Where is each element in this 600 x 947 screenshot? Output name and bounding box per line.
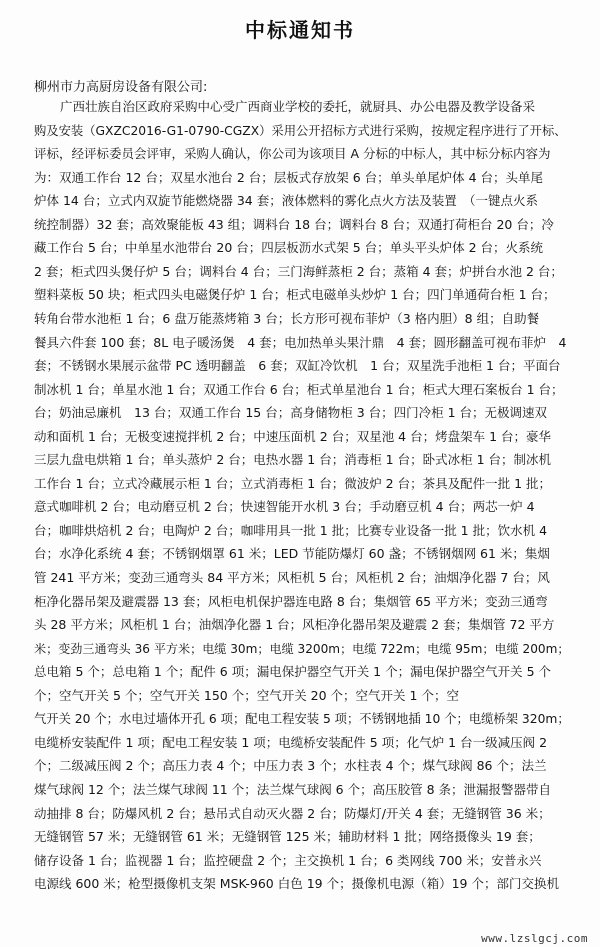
body-line: 米；变劲三通弯头 36 平方米；电缆 30m；电缆 3200m；电缆 722m；电缆 95m；电缆 200m； — [34, 641, 570, 656]
body-line: 为：双通工作台 12 台；双星水池台 2 台；层板式存放架 6 台；单头单尾炉体 4 台；头单尾 — [34, 169, 544, 185]
body-line: 评标，经评标委员会评审，采购人确认，你公司为该项目 A 分标的中标人，其中标分标内容为 — [34, 146, 551, 162]
body-line: 藏工作台 5 台；中单星水池带台 20 台；四层板沥水式架 5 台；单头平头炉体 2 台；火系统 — [34, 240, 544, 256]
body-line: 炉体 14 台；立式内双旋节能燃烧器 34 套；液体燃料的雾化点火方法及装置 （一键点火系 — [34, 193, 538, 209]
body-line: 三层九盘电烘箱 1 台；单头蒸炉 2 台；电热水器 1 台；消毒柜 1 台；卧式冰柜 1 台；制冰机 — [34, 452, 551, 468]
body-line: 无缝钢管 57 米；无缝钢管 61 米；无缝钢管 125 米；辅助材料 1 批；网络摄像头 19 套； — [34, 829, 541, 845]
body-line: 2 套；柜式四头煲仔炉 5 台；调料台 4 台；三门海鲜蒸柜 2 台；蒸箱 4 套；炉拼台水池 2 台； — [34, 263, 563, 279]
body-line: 转角台带水池柜 1 台；6 盘万能蒸烤箱 3 台；长方形可视布菲炉（3 格内胆）8 组；自助餐 — [34, 310, 540, 326]
body-line: 套；不锈钢水果展示盆带 PC 透明翻盖 6 套；双缸冷饮机 1 台；双星洗手池柜 1 台；平面台 — [34, 358, 561, 374]
body-line: 塑料菜板 50 块；柜式四头电磁煲仔炉 1 台；柜式电磁单头炒炉 1 台；四门单通荷台柜 1 台； — [34, 287, 556, 303]
body-line: 统控制器）32 套；高效聚能板 43 组；调料台 18 台；调料台 8 台；双通打荷柜台 20 台；冷 — [34, 216, 554, 232]
body-line: 电源线 600 米；枪型摄像机支架 MSK-960 白色 19 个；摄像机电源（箱）19 个；部门交换机 — [34, 876, 559, 892]
body-line: 台；咖啡烘焙机 2 台；电陶炉 2 台；咖啡用具一批 1 批；比赛专业设备一批 1 批；饮水机 4 — [34, 522, 548, 538]
body-line: 意式咖啡机 2 台；电动磨豆机 2 台；快速智能开水机 3 台；手动磨豆机 4 台；两芯一炉 4 — [34, 499, 535, 515]
body-line: 台；水净化系统 4 套；不锈钢烟罩 61 米；LED 节能防爆灯 60 盏；不锈钢烟网 61 米；集烟 — [34, 546, 550, 562]
body-line: 台；奶油忌廉机 13 台；双通工作台 15 台；高身储物柜 3 台；四门冷柜 1 台；无极调速双 — [34, 405, 548, 421]
body-line: 电缆桥安装配件 1 项；配电工程安装 1 项；电缆桥安装配件 5 项；化气炉 1 台一级减压阀 2 — [34, 734, 548, 750]
body-line: 管 241 平方米；变劲三通弯头 84 平方米；风柜机 5 台；风柜机 2 台；油烟净化器 7 台；风 — [34, 570, 550, 585]
body-line: 煤气球阀 12 个；法兰煤气球阀 11 个；法兰煤气球阀 6 个；高压胶管 8 条；泄漏报警器带自 — [34, 781, 552, 797]
site-watermark: www.lzslgcj.com — [481, 932, 588, 945]
salutation: 柳州市力高厨房设备有限公司: — [34, 80, 208, 95]
body-line: 总电箱 5 个；总电箱 1 个；配件 6 项；漏电保护器空气开关 1 个；漏电保护器空气开关 5 个 — [34, 664, 551, 680]
body-line: 柜净化器吊架及避震器 13 套；风柜电机保护器连电路 8 台；集烟管 65 平方米；变劲三通弯 — [34, 593, 548, 609]
body-line: 储存设备 1 台；监视器 1 台；监控硬盘 2 个；主交换机 1 台；6 类网线 700 米；安普永兴 — [34, 852, 542, 868]
body-line: 制冰机 1 台；单星水池 1 台；双通工作台 6 台；柜式单星池台 1 台；柜式大理石案板台 1 台； — [34, 381, 564, 397]
body-line: 广西壮族自治区政府采购中心受广西商业学校的委托，就厨具、办公电器及教学设备采 — [60, 99, 536, 114]
body-line: 动抽排 8 台；防爆风机 2 台；悬吊式自动灭火器 2 台；防爆灯/开关 4 套；无缝钢管 36 米； — [34, 805, 551, 821]
body-line: 餐具六件套 100 套；8L 电子暖汤煲 4 套；电加热单头果汁鼎 4 套；圆形翻盖可视布菲炉 4 — [34, 334, 567, 350]
body-line: 个；二级减压阀 2 个；高压力表 4 个；中压力表 3 个；水柱表 4 个；煤气球阀 86 个；法兰 — [34, 758, 547, 774]
body-line: 个；空气开关 5 个；空气开关 150 个；空气开关 20 个；空气开关 1 个；空 — [34, 687, 459, 703]
body-line: 动和面机 1 台；无极变速搅拌机 2 台；中速压面机 2 台；双星池 4 台；烤盘架车 1 台；豪华 — [34, 428, 551, 444]
body-line: 购及安装（GXZC2016-G1-0790-CGZX）采用公开招标方式进行采购，按规定程序进行了开标、 — [34, 123, 567, 138]
body-line: 工作台 1 台；立式冷藏展示柜 1 台；立式消毒柜 1 台；微波炉 2 台；茶具及配件一批 1 批； — [34, 475, 551, 491]
body-line: 头 28 平方米；风柜机 1 台；油烟净化器 1 台；风柜净化器吊架及避震 2 套；集烟管 72 平方 — [34, 617, 555, 633]
body-line: 气开关 20 个；水电过墙体开孔 6 项；配电工程安装 5 项；不锈钢地插 10 个；电缆桥架 320m； — [34, 712, 570, 727]
document-title: 中标通知书 — [245, 18, 355, 42]
